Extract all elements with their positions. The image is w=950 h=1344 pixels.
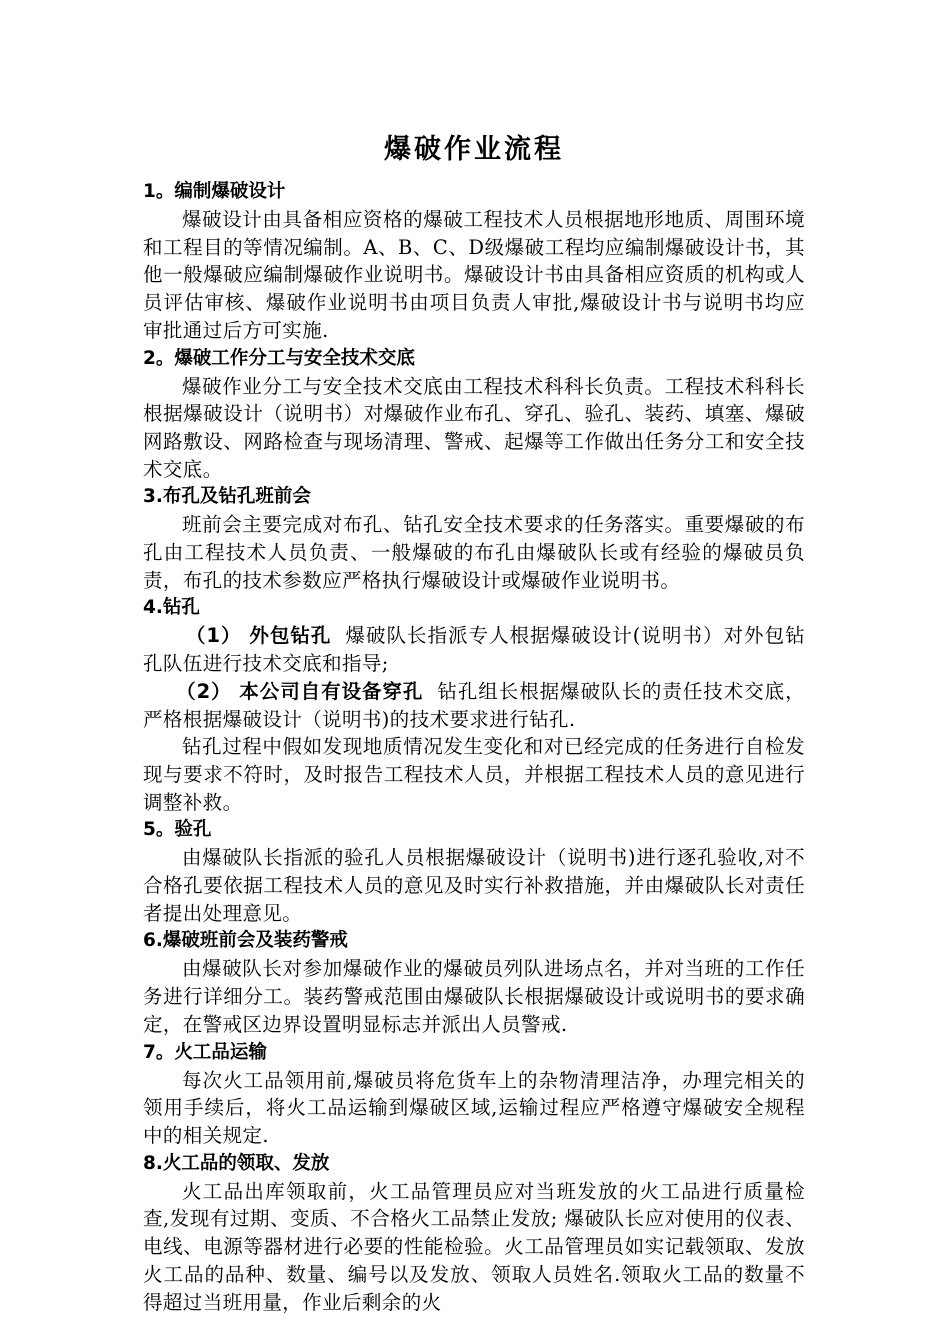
section-7-paragraph: 每次火工品领用前,爆破员将危货车上的杂物清理洁净，办理完相关的领用手续后，将火工品运输到爆破区域,运输过程应严格遵守爆破安全规程中的相关规定. (143, 1068, 805, 1147)
section-3-paragraph: 班前会主要完成对布孔、钻孔安全技术要求的任务落实。重要爆破的布孔由工程技术人员负责、一般爆破的布孔由爆破队长或有经验的爆破员负责，布孔的技术参数应严格执行爆破设计或爆破作业说明书。 (143, 513, 805, 592)
section-heading-4: 4.钻孔 (143, 597, 200, 619)
section-5-paragraph: 由爆破队长指派的验孔人员根据爆破设计（说明书)进行逐孔验收,对不合格孔要依据工程技术人员的意见及时实行补救措施，并由爆破队长对责任者提出处理意见。 (143, 846, 805, 925)
section-8-paragraph: 火工品出库领取前，火工品管理员应对当班发放的火工品进行质量检查,发现有过期、变质、不合格火工品禁止发放; 爆破队长应对使用的仪表、电线、电源等器材进行必要的性能检验。火工品管理员如实记载领取、发放火工品的品种、数量、编号以及发放、领取人员姓名.领取火工品的数量不得超过当班用量，作业后剩余的火 (143, 1179, 805, 1314)
section-heading-6: 6.爆破班前会及装药警戒 (143, 930, 348, 952)
section-4-item-2 (143, 678, 805, 733)
section-heading-8: 8.火工品的领取、发放 (143, 1152, 330, 1174)
section-1-paragraph: 爆破设计由具备相应资格的爆破工程技术人员根据地形地质、周围环境和工程目的等情况编制。A、B、C、D级爆破工程均应编制爆破设计书，其他一般爆破应编制爆破作业说明书。爆破设计书由具备相应资质的机构或人员评估审核、爆破作业说明书由项目负责人审批,爆破设计书与说明书均应审批通过后方可实施. (143, 208, 805, 342)
document-title: 爆破作业流程 (384, 134, 564, 165)
section-4-item-1-text: 爆破队长指派专人根据爆破设计(说明书）对外包钻孔队伍进行技术交底和指导; (143, 624, 805, 676)
section-heading-3: 3.布孔及钻孔班前会 (143, 486, 311, 508)
section-4-item-1 (143, 622, 805, 677)
section-4-item-2-label: （2） 本公司自有设备穿孔 (176, 679, 424, 703)
section-4-item-2-text: 钻孔组长根据爆破队长的责任技术交底，严格根据爆破设计（说明书)的技术要求进行钻孔. (143, 679, 805, 731)
section-heading-2: 2。爆破工作分工与安全技术交底 (143, 347, 415, 369)
section-heading-1: 1。编制爆破设计 (143, 181, 286, 202)
section-4-paragraph: 钻孔过程中假如发现地质情况发生变化和对已经完成的任务进行自检发现与要求不符时，及时报告工程技术人员，并根据工程技术人员的意见进行调整补救。 (143, 735, 805, 814)
section-heading-7: 7。火工品运输 (143, 1041, 267, 1063)
document-page (143, 130, 805, 1316)
section-2-paragraph: 爆破作业分工与安全技术交底由工程技术科科长负责。工程技术科科长根据爆破设计（说明书）对爆破作业布孔、穿孔、验孔、装药、填塞、爆破网路敷设、网路检查与现场清理、警戒、起爆等工作做出任务分工和安全技术交底。 (143, 374, 805, 481)
section-6-paragraph: 由爆破队长对参加爆破作业的爆破员列队进场点名，并对当班的工作任务进行详细分工。装药警戒范围由爆破队长根据爆破设计或说明书的要求确定，在警戒区边界设置明显标志并派出人员警戒. (143, 957, 805, 1036)
section-heading-5: 5。验孔 (143, 819, 212, 841)
section-4-item-1-label: （1） 外包钻孔 (185, 624, 332, 648)
